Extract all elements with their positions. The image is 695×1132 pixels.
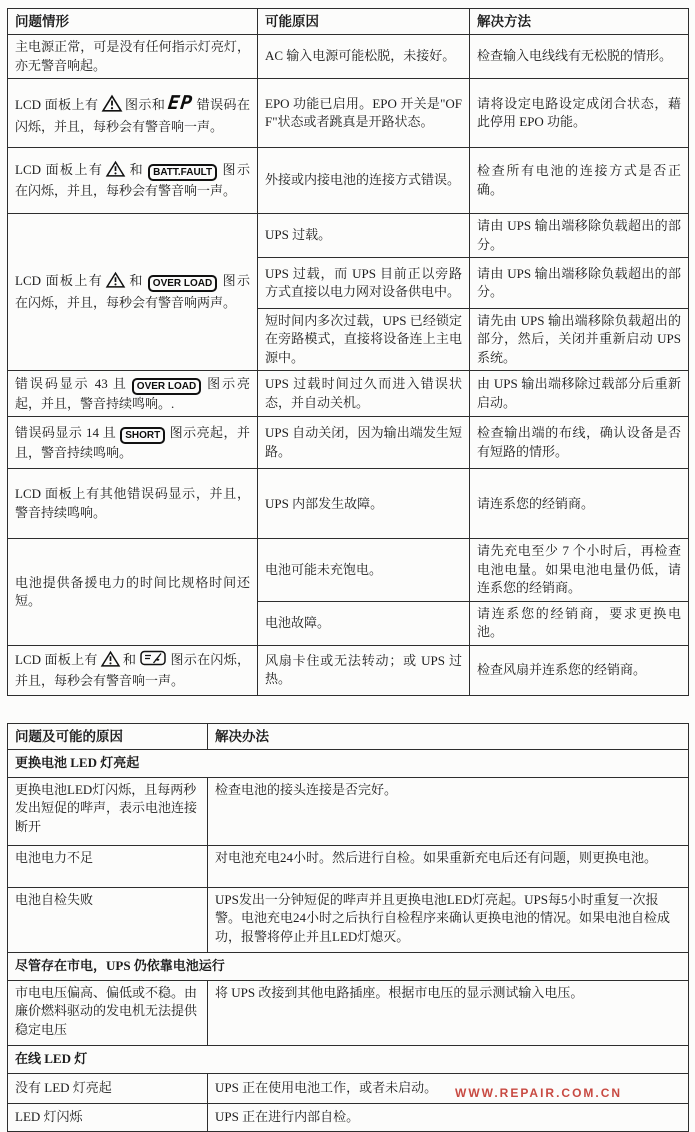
problem-text: LCD 面板上有: [15, 273, 104, 289]
warning-icon: [102, 95, 122, 117]
problem-cell: 主电源正常，可是没有任何指示灯亮灯，亦无警音响起。: [8, 35, 258, 79]
table-row: [8, 845, 689, 887]
problem-text: 图示亮起，并且，警音持续鸣响。: [15, 424, 250, 460]
fix-cell: 检查输入电线线有无松脱的情形。: [470, 35, 689, 79]
cause-cell: UPS 过载时间过久而进入错误状态，并自动关机。: [258, 371, 470, 417]
section-header-cell: 在线 LED 灯: [8, 1045, 689, 1073]
problem-text: LCD 面板上有: [15, 161, 104, 177]
section-row: [8, 952, 689, 980]
ep-error-code-icon: EP: [167, 92, 195, 115]
problem-text: 错误码在闪烁，并且，每秒会有警音响一声。: [15, 97, 250, 134]
cause-cell: UPS 过载。: [258, 214, 470, 258]
section-header-cell: 更换电池 LED 灯亮起: [8, 749, 689, 777]
cause-cell: UPS 过载，而 UPS 目前正以旁路方式直接以电力网对设备供电中。: [258, 257, 470, 308]
table-row: [8, 79, 689, 148]
cause-cell: EPO 功能已启用。EPO 开关是"OFF"状态或者跳真是开路状态。: [258, 79, 470, 148]
cause-cell: UPS 自动关闭，因为输出端发生短路。: [258, 417, 470, 469]
section-row: [8, 1045, 689, 1073]
fix-cell: 请连系您的经销商，要求更换电池。: [470, 601, 689, 645]
cause-cell: 电池故障。: [258, 601, 470, 645]
problem-cell: [8, 214, 258, 371]
problem-text: 错误码显示 14 且: [15, 424, 117, 440]
problem-text: 和: [128, 161, 145, 177]
header-problem-cause: 问题及可能的原因: [8, 723, 208, 749]
overload-badge-icon: OVER LOAD: [132, 378, 201, 395]
table-row: [8, 1103, 689, 1131]
table-row: [8, 980, 689, 1045]
fan-fail-icon: [140, 650, 166, 671]
fix-cell: 请将设定电路设定成闭合状态，藉此停用 EPO 功能。: [470, 79, 689, 148]
table-row: [8, 371, 689, 417]
fix-cell: 检查风扇并连系您的经销商。: [470, 645, 689, 695]
problem-cell: 市电电压偏高、偏低或不稳。由廉价燃料驱动的发电机无法提供稳定电压: [8, 980, 208, 1045]
table-row: [8, 469, 689, 539]
fix-cell: 请由 UPS 输出端移除负载超出的部分。: [470, 214, 689, 258]
header-fix: 解决方法: [470, 9, 689, 35]
problem-text: 图示和: [124, 97, 166, 113]
cause-cell: 外接或内接电池的连接方式错误。: [258, 148, 470, 214]
solution-cell: 检查电池的接头连接是否完好。: [208, 777, 689, 845]
watermark-text: WWW.REPAIR.COM.CN: [455, 1086, 623, 1100]
problem-cell: [8, 645, 258, 695]
warning-icon: [106, 161, 125, 182]
table-row: [8, 214, 689, 258]
short-badge-icon: SHORT: [120, 427, 165, 444]
table-header-row: [8, 723, 689, 749]
cause-cell: AC 输入电源可能松脱，未接好。: [258, 35, 470, 79]
fix-cell: 请由 UPS 输出端移除负载超出的部分。: [470, 257, 689, 308]
problem-cell: [8, 417, 258, 469]
solution-cell: UPS 正在使用电池工作，或者未启动。: [208, 1073, 689, 1103]
problem-text: LCD 面板上有: [15, 97, 99, 113]
table-row: [8, 148, 689, 214]
fix-cell: 检查输出端的布线，确认设备是否有短路的情形。: [470, 417, 689, 469]
table-row: [8, 35, 689, 79]
fix-cell: 由 UPS 输出端移除过载部分后重新启动。: [470, 371, 689, 417]
cause-cell: 短时间内多次过载，UPS 已经锁定在旁路模式，直接将设备连上主电源中。: [258, 308, 470, 370]
problem-text: 错误码显示 43 且: [15, 375, 128, 391]
section-header-cell: 尽管存在市电，UPS 仍依靠电池运行: [8, 952, 689, 980]
problem-text: 图示亮起，并且，警音持续鸣响。.: [15, 375, 250, 411]
section-row: [8, 749, 689, 777]
fix-cell: 请先由 UPS 输出端移除负载超出的部分，然后，关闭并重新启动 UPS 系统。: [470, 308, 689, 370]
problem-text: LCD 面板上有: [15, 651, 98, 667]
solution-cell: UPS 正在进行内部自检。: [208, 1103, 689, 1131]
problem-cell: 电池自检失败: [8, 887, 208, 952]
cause-cell: 电池可能未充饱电。: [258, 539, 470, 601]
solution-cell: 将 UPS 改接到其他电路插座。根据市电压的显示测试输入电压。: [208, 980, 689, 1045]
problem-text: 图示在闪烁，并且，每秒会有警音响两声。: [15, 273, 250, 310]
cause-cell: UPS 内部发生故障。: [258, 469, 470, 539]
table-row: [8, 645, 689, 695]
overload-badge-icon: OVER LOAD: [148, 275, 217, 292]
problem-text: 和: [122, 651, 137, 667]
problem-cell: 电池电力不足: [8, 845, 208, 887]
batt-fault-badge-icon: BATT.FAULT: [148, 164, 217, 181]
warning-icon: [101, 651, 120, 672]
fix-cell: 请先充电至少 7 个小时后，再检查电池电量。如果电池电量仍低，请连系您的经销商。: [470, 539, 689, 601]
warning-icon: [106, 272, 125, 293]
problem-cell: LCD 面板上有其他错误码显示，并且，警音持续鸣响。: [8, 469, 258, 539]
solution-cell: 对电池充电24小时。然后进行自检。如果重新充电后还有问题，则更换电池。: [208, 845, 689, 887]
led-troubleshooting-table: [7, 723, 689, 1132]
problem-text: 和: [128, 273, 144, 289]
problem-text: 图示在闪烁，并且，每秒会有警音响一声。: [15, 651, 250, 689]
problem-cell: [8, 79, 258, 148]
problem-text: 图示在闪烁，并且，每秒会有警音响一声。: [15, 161, 250, 199]
troubleshooting-table: [7, 8, 689, 696]
table-row: [8, 539, 689, 601]
fix-cell: 请连系您的经销商。: [470, 469, 689, 539]
problem-cell: 没有 LED 灯亮起: [8, 1073, 208, 1103]
cause-cell: 风扇卡住或无法转动；或 UPS 过热。: [258, 645, 470, 695]
header-solution: 解决办法: [208, 723, 689, 749]
table-header-row: [8, 9, 689, 35]
header-cause: 可能原因: [258, 9, 470, 35]
table-row: [8, 417, 689, 469]
problem-cell: [8, 371, 258, 417]
problem-cell: 电池提供备援电力的时间比规格时间还短。: [8, 539, 258, 645]
fix-cell: 检查所有电池的连接方式是否正确。: [470, 148, 689, 214]
table-row: [8, 887, 689, 952]
problem-cell: LED 灯闪烁: [8, 1103, 208, 1131]
solution-cell: UPS发出一分钟短促的哔声并且更换电池LED灯亮起。UPS每5小时重复一次报警。电池充电24小时之后执行自检程序来确认更换电池的情况。如果电池自检成功，报警将停止并且LED灯熄灭。: [208, 887, 689, 952]
table-row: [8, 777, 689, 845]
header-problem: 问题情形: [8, 9, 258, 35]
problem-cell: [8, 148, 258, 214]
problem-cell: 更换电池LED灯闪烁，且每两秒发出短促的哔声，表示电池连接断开: [8, 777, 208, 845]
